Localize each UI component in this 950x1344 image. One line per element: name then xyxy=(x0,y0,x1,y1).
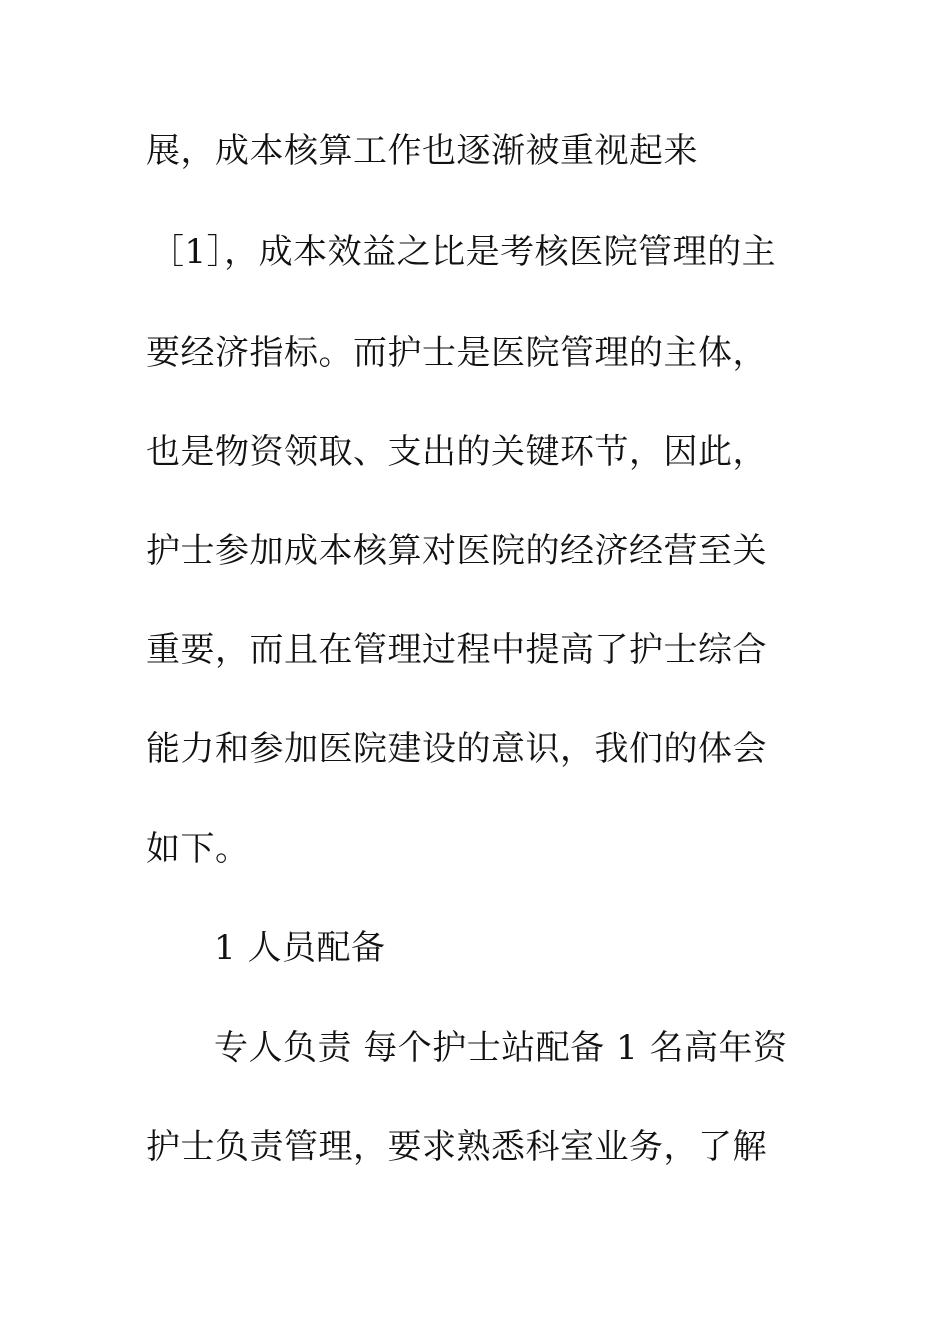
paragraph-line: 护士参加成本核算对医院的经济经营至关 xyxy=(146,531,767,571)
section-heading: 1 人员配备 xyxy=(214,928,386,968)
paragraph-line: 如下。 xyxy=(146,829,250,869)
paragraph-line: 护士负责管理，要求熟悉科室业务，了解 xyxy=(146,1127,767,1167)
paragraph-line: 要经济指标。而护士是医院管理的主体， xyxy=(146,333,767,373)
paragraph-line: 展，成本核算工作也逐渐被重视起来 xyxy=(146,131,698,171)
paragraph-line: 也是物资领取、支出的关键环节，因此， xyxy=(146,432,767,472)
paragraph-line: 专人负责 每个护士站配备 1 名高年资 xyxy=(214,1028,788,1068)
paragraph-line: ［1］，成本效益之比是考核医院管理的主 xyxy=(150,232,777,272)
paragraph-line: 重要，而且在管理过程中提高了护士综合 xyxy=(146,630,767,670)
paragraph-line: 能力和参加医院建设的意识，我们的体会 xyxy=(146,729,767,769)
